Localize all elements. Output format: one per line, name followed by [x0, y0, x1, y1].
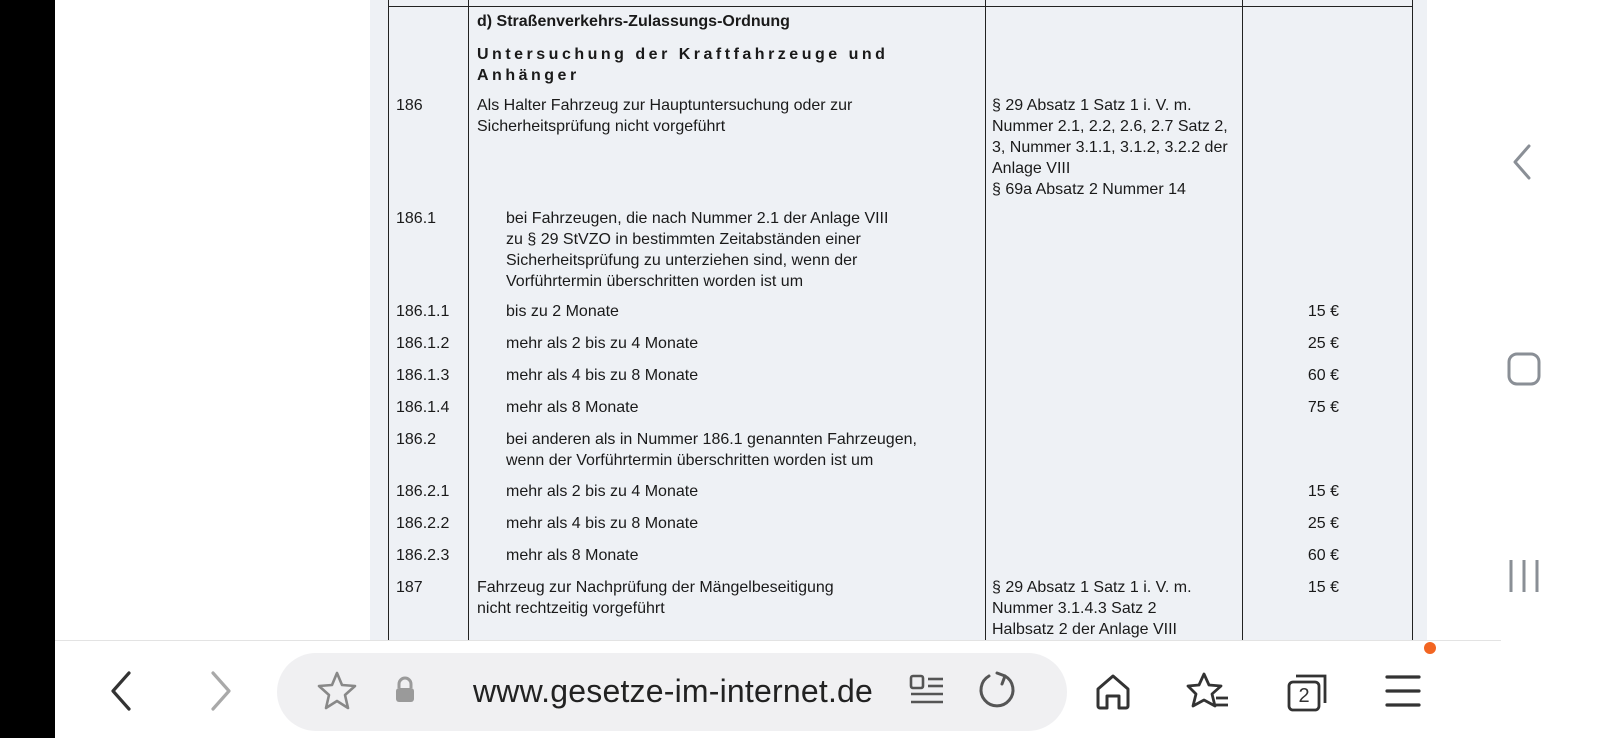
row-description: mehr als 2 bis zu 4 Monate	[506, 483, 699, 500]
left-screen-edge	[0, 0, 55, 738]
row-number: 186.1.3	[396, 367, 450, 384]
section-label: d) Straßenverkehrs-Zulassungs-Ordnung	[477, 13, 790, 30]
row-number: 187	[396, 579, 423, 596]
row-number: 186.2	[396, 431, 437, 448]
row-description: mehr als 4 bis zu 8 Monate	[506, 515, 699, 532]
reader-mode-icon	[909, 673, 945, 712]
tab-count: 2	[1298, 685, 1310, 707]
forward-button[interactable]	[199, 671, 243, 715]
site-security-button[interactable]	[383, 670, 427, 714]
address-bar[interactable]	[277, 653, 1067, 731]
forward-icon	[207, 671, 235, 716]
row-description: mehr als 8 Monate	[506, 399, 639, 416]
bookmark-star-icon	[316, 670, 358, 715]
system-home-icon[interactable]	[1507, 352, 1541, 391]
back-icon	[107, 671, 135, 716]
section-heading: Untersuchung der Kraftfahrzeuge und Anhänger	[477, 46, 889, 84]
row-fee: 75 €	[1307, 399, 1339, 416]
row-number: 186.2.1	[396, 483, 450, 500]
system-navigation-bar	[1501, 0, 1600, 738]
row-fee: 15 €	[1307, 579, 1339, 596]
bookmark-page-button[interactable]	[315, 670, 359, 714]
row-legal-reference: § 29 Absatz 1 Satz 1 i. V. m. Nummer 2.1, 2.2, 2.6, 2.7 Satz 2, 3, Nummer 3.1.1, 3.1.2, 3.2.2 der Anlage VIII § 69a Absatz 2 Nummer 14	[992, 97, 1228, 198]
reload-button[interactable]	[975, 670, 1019, 714]
system-back-icon[interactable]	[1509, 142, 1537, 187]
system-recents-icon[interactable]	[1507, 558, 1541, 599]
row-description: bei anderen als in Nummer 186.1 genannten Fahrzeugen, wenn der Vorführtermin überschritten worden ist um	[506, 431, 917, 469]
row-fee: 25 €	[1307, 335, 1339, 352]
row-fee: 25 €	[1307, 515, 1339, 532]
row-description: mehr als 8 Monate	[506, 547, 639, 564]
url-text[interactable]: www.gesetze-im-internet.de	[473, 673, 874, 709]
home-button[interactable]	[1091, 671, 1135, 715]
row-legal-reference: § 29 Absatz 1 Satz 1 i. V. m. Nummer 3.1.4.3 Satz 2 Halbsatz 2 der Anlage VIII	[992, 579, 1192, 638]
row-description: mehr als 4 bis zu 8 Monate	[506, 367, 699, 384]
back-button[interactable]	[99, 671, 143, 715]
table-top-border	[389, 6, 1412, 7]
lock-icon	[393, 676, 417, 709]
row-description: bis zu 2 Monate	[506, 303, 619, 320]
row-number: 186.1.4	[396, 399, 450, 416]
row-number: 186	[396, 97, 423, 114]
row-fee: 15 €	[1307, 303, 1339, 320]
row-number: 186.1.1	[396, 303, 450, 320]
row-fee: 15 €	[1307, 483, 1339, 500]
row-description: Als Halter Fahrzeug zur Hauptuntersuchung oder zur Sicherheitsprüfung nicht vorgeführt	[477, 97, 853, 135]
menu-button[interactable]	[1381, 671, 1425, 715]
row-fee: 60 €	[1307, 367, 1339, 384]
row-description: Fahrzeug zur Nachprüfung der Mängelbeseitigung nicht rechtzeitig vorgeführt	[477, 579, 834, 617]
reader-mode-button[interactable]	[905, 670, 949, 714]
home-icon	[1093, 671, 1133, 716]
row-description: bei Fahrzeugen, die nach Nummer 2.1 der Anlage VIII zu § 29 StVZO in bestimmten Zeitabständen einer Sicherheitsprüfung zu unterziehen sind, wenn der Vorführtermin überschritten worden ist um	[506, 210, 889, 290]
browser-toolbar	[55, 640, 1501, 739]
row-description: mehr als 2 bis zu 4 Monate	[506, 335, 699, 352]
bookmarks-button[interactable]	[1186, 671, 1230, 715]
reload-icon	[977, 670, 1017, 715]
row-number: 186.2.3	[396, 547, 450, 564]
column-divider-1	[468, 0, 469, 640]
fine-catalog-table	[388, 0, 1413, 640]
tabs-button[interactable]	[1285, 671, 1329, 715]
menu-icon	[1385, 674, 1421, 713]
row-number: 186.1	[396, 210, 437, 227]
row-number: 186.1.2	[396, 335, 450, 352]
row-number: 186.2.2	[396, 515, 450, 532]
bookmarks-icon	[1186, 671, 1230, 716]
row-fee: 60 €	[1307, 547, 1339, 564]
menu-notification-badge	[1424, 642, 1436, 654]
tabs-icon	[1286, 673, 1328, 713]
